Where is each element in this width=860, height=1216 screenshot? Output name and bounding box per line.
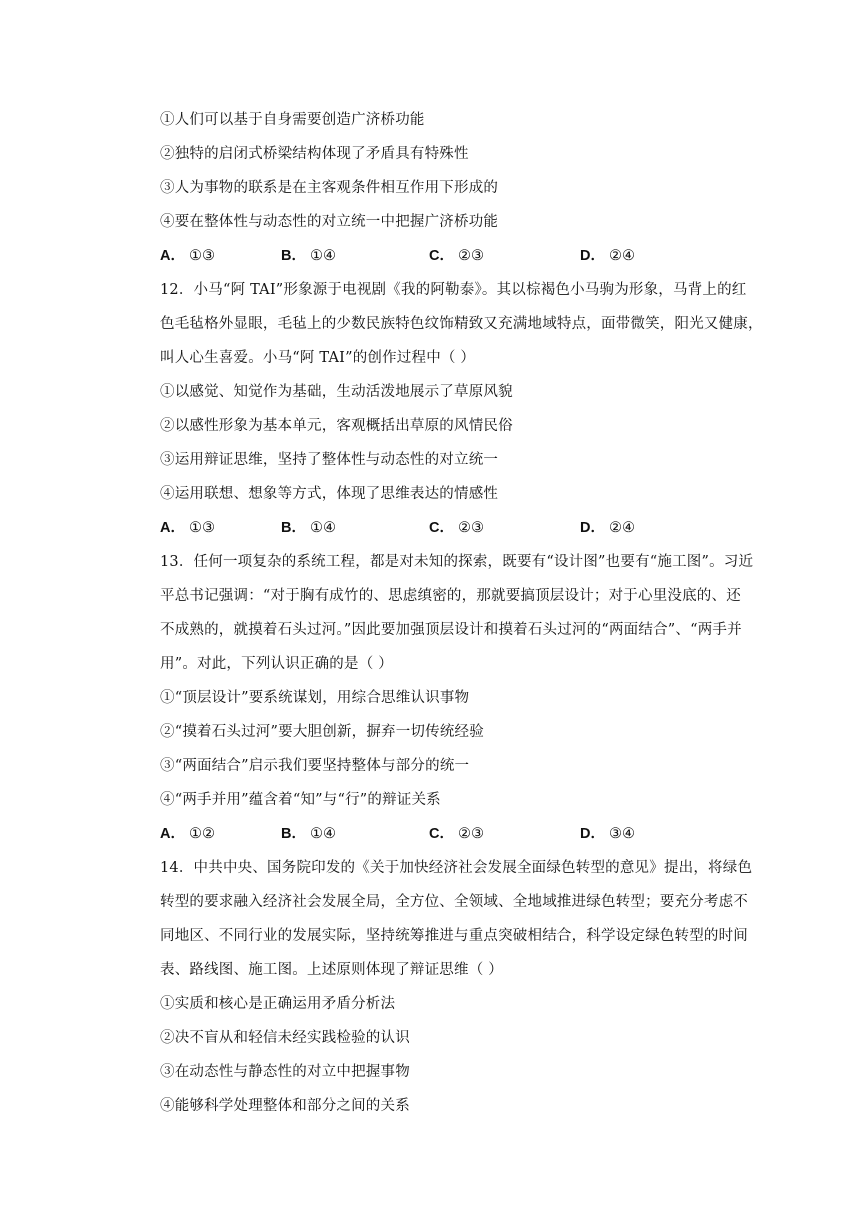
q13-choice-2: ②“摸着石头过河”要大胆创新，摒弃一切传统经验: [160, 724, 484, 740]
q13-options: [160, 824, 720, 844]
q14-choice-4: ④能够科学处理整体和部分之间的关系: [160, 1098, 410, 1114]
q14-stem-line-2: 转型的要求融入经济社会发展全局，全方位、全领域、全地域推进绿色转型；要充分考虑不: [160, 894, 748, 910]
q14-stem-line-1: 14．中共中央、国务院印发的《关于加快经济社会发展全面绿色转型的意见》提出，将绿色: [160, 860, 753, 876]
q13-stem-line-4: 用”。对此，下列认识正确的是（ ）: [160, 656, 393, 672]
q13-option-d: D． ③④: [580, 826, 635, 842]
q14-choice-1: ①实质和核心是正确运用矛盾分析法: [160, 996, 396, 1012]
q13-stem-line-1: 13．任何一项复杂的系统工程，都是对未知的探索，既要有“设计图”也要有“施工图”。习近: [160, 554, 754, 570]
q13-choice-4: ④“两手并用”蕴含着“知”与“行”的辩证关系: [160, 792, 441, 808]
q11-choice-4: ④要在整体性与动态性的对立统一中把握广济桥功能: [160, 214, 499, 230]
q11-choice-1: ①人们可以基于自身需要创造广济桥功能: [160, 112, 425, 128]
q11-option-a: A． ①③: [160, 248, 215, 264]
q12-choice-1: ①以感觉、知觉作为基础，生动活泼地展示了草原风貌: [160, 384, 513, 400]
q14-stem-line-4: 表、路线图、施工图。上述原则体现了辩证思维（ ）: [160, 962, 503, 978]
q12-stem-line-2: 色毛毡格外显眼，毛毡上的少数民族特色纹饰精致又充满地域特点，面带微笑，阳光又健康，: [160, 316, 763, 332]
q12-option-a: A． ①③: [160, 520, 215, 536]
q11-choice-3: ③人为事物的联系是在主客观条件相互作用下形成的: [160, 180, 499, 196]
q14-stem-line-3: 同地区、不同行业的发展实际，坚持统筹推进与重点突破相结合，科学设定绿色转型的时间: [160, 928, 748, 944]
q14-choice-2: ②决不盲从和轻信未经实践检验的认识: [160, 1030, 410, 1046]
q12-options: [160, 518, 720, 538]
q13-option-a: A． ①②: [160, 826, 215, 842]
q12-option-d: D． ②④: [580, 520, 635, 536]
q12-option-c: C． ②③: [429, 520, 484, 536]
q13-option-c: C． ②③: [429, 826, 484, 842]
q11-options: [160, 246, 720, 266]
q12-stem-line-3: 叫人心生喜爱。小马“阿 TAI”的创作过程中（ ）: [160, 350, 476, 366]
q13-option-b: B． ①④: [281, 826, 336, 842]
q12-choice-3: ③运用辩证思维，坚持了整体性与动态性的对立统一: [160, 452, 499, 468]
q11-choice-2: ②独特的启闭式桥梁结构体现了矛盾具有特殊性: [160, 146, 469, 162]
q13-choice-3: ③“两面结合”启示我们要坚持整体与部分的统一: [160, 758, 470, 774]
q13-stem-line-2: 平总书记强调：“对于胸有成竹的、思虑缜密的，那就要搞顶层设计；对于心里没底的、还: [160, 588, 741, 604]
q12-option-b: B． ①④: [281, 520, 336, 536]
q11-option-b: B． ①④: [281, 248, 336, 264]
q12-choice-2: ②以感性形象为基本单元，客观概括出草原的风情民俗: [160, 418, 513, 434]
q12-stem-line-1: 12．小马“阿 TAI”形象源于电视剧《我的阿勒泰》。其以棕褐色小马驹为形象，马背上的红: [160, 282, 747, 298]
q12-choice-4: ④运用联想、想象等方式，体现了思维表达的情感性: [160, 486, 499, 502]
q11-option-c: C． ②③: [429, 248, 484, 264]
q14-choice-3: ③在动态性与静态性的对立中把握事物: [160, 1064, 410, 1080]
q13-stem-line-3: 不成熟的，就摸着石头过河。”因此要加强顶层设计和摸着石头过河的“两面结合”、“两手并: [160, 622, 742, 638]
q13-choice-1: ①“顶层设计”要系统谋划，用综合思维认识事物: [160, 690, 470, 706]
q11-option-d: D． ②④: [580, 248, 635, 264]
